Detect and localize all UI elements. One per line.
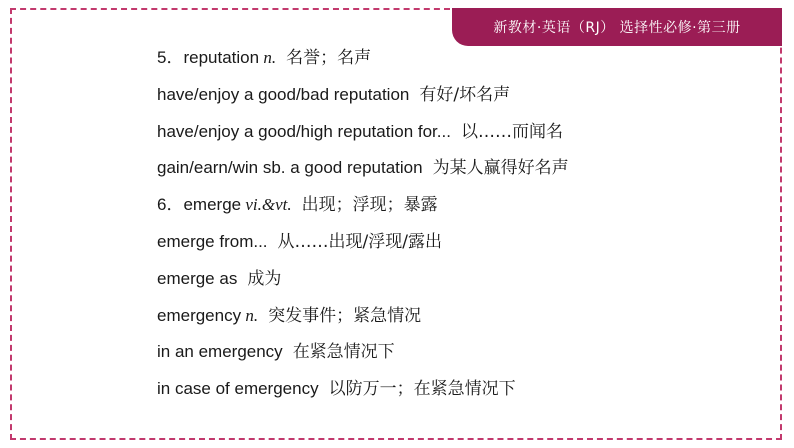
entry-number: 6． xyxy=(157,195,184,215)
frame-top-border xyxy=(10,8,450,10)
vocab-list xyxy=(157,40,757,408)
frame-left-border xyxy=(10,8,12,440)
vocab-phrase xyxy=(157,371,757,408)
entry-english: have/enjoy a good/bad reputation xyxy=(157,84,410,104)
entry-chinese: 为某人赢得好名声 xyxy=(432,158,569,179)
vocab-phrase xyxy=(157,150,757,187)
vocab-entry-emergency xyxy=(157,298,757,335)
vocab-phrase xyxy=(157,261,757,298)
entry-english: have/enjoy a good/high reputation for... xyxy=(157,121,451,141)
frame-bottom-border xyxy=(10,438,782,440)
header-title: 新教材·英语（RJ） 选择性必修·第三册 xyxy=(493,20,741,36)
entry-chinese: 以防万一；在紧急情况下 xyxy=(328,379,516,400)
vocab-phrase xyxy=(157,77,757,114)
entry-english: gain/earn/win sb. a good reputation xyxy=(157,158,423,178)
entry-chinese: 从……出现/浮现/露出 xyxy=(277,231,443,252)
entry-chinese: 突发事件；紧急情况 xyxy=(268,305,422,326)
entry-part-of-speech: n. xyxy=(245,305,259,325)
entry-chinese: 成为 xyxy=(247,268,282,289)
vocab-phrase xyxy=(157,224,757,261)
vocab-entry-reputation xyxy=(157,40,757,77)
entry-chinese: 名誉；名声 xyxy=(286,48,372,68)
entry-english: reputation xyxy=(183,48,260,67)
entry-number: 5． xyxy=(157,48,184,67)
entry-english: emergency xyxy=(157,305,242,325)
entry-part-of-speech: vi.&vt. xyxy=(245,195,292,215)
entry-english: in case of emergency xyxy=(157,379,319,399)
entry-part-of-speech: n. xyxy=(263,48,277,67)
vocab-phrase xyxy=(157,114,757,151)
entry-chinese: 出现；浮现；暴露 xyxy=(301,195,438,216)
entry-english: emerge from... xyxy=(157,231,268,251)
entry-english: emerge xyxy=(183,195,242,215)
entry-english: in an emergency xyxy=(157,342,283,362)
vocab-entry-emerge xyxy=(157,187,757,224)
entry-chinese: 有好/坏名声 xyxy=(419,84,511,105)
entry-chinese: 以……而闻名 xyxy=(460,121,563,142)
entry-english: emerge as xyxy=(157,268,238,288)
frame-right-border xyxy=(780,8,782,440)
vocab-phrase xyxy=(157,334,757,371)
entry-chinese: 在紧急情况下 xyxy=(292,342,395,363)
